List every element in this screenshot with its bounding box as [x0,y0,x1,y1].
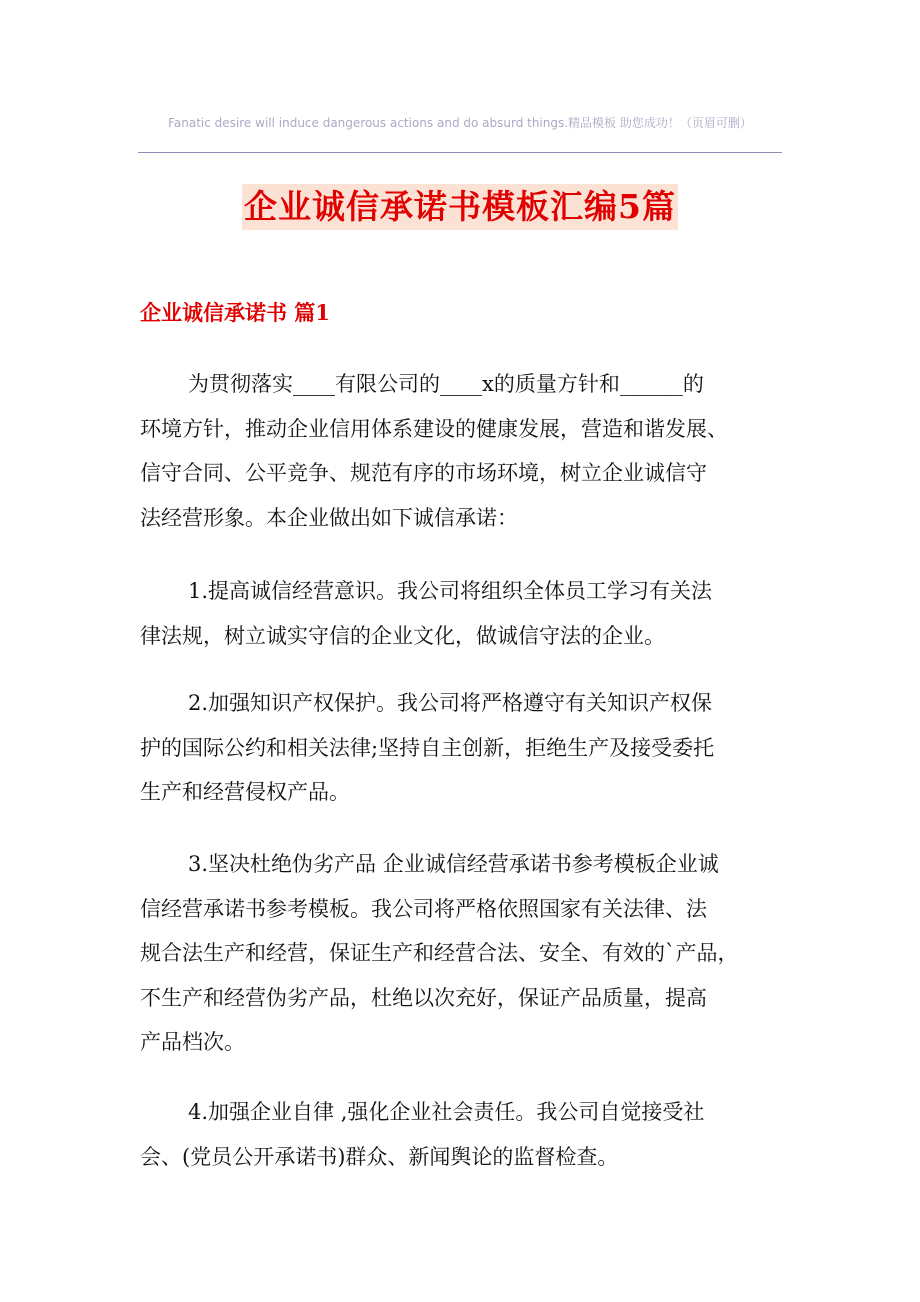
paragraph-line: 产品档次。 [140,1030,245,1054]
paragraph-line: 为贯彻落实____有限公司的____x的质量方针和______的 [188,372,704,396]
paragraph-item-4 [140,1090,800,1179]
paragraph-line: 生产和经营侵权产品。 [140,780,350,804]
paragraph-line: 2.加强知识产权保护。我公司将严格遵守有关知识产权保 [188,691,713,715]
paragraph-intro [140,362,800,540]
section-heading: 企业诚信承诺书 篇1 [140,300,330,325]
document-title: 企业诚信承诺书模板汇编5篇 [242,184,678,230]
paragraph-line: 护的国际公约和相关法律;坚持自主创新，拒绝生产及接受委托 [140,735,715,760]
document-title-container [0,184,920,230]
paragraph-line: 4.加强企业自律 ,强化企业社会责任。我公司自觉接受社 [188,1100,705,1124]
paragraph-line: 信守合同、公平竞争、规范有序的市场环境，树立企业诚信守 [140,461,707,485]
paragraph-line: 3.坚决杜绝伪劣产品 企业诚信经营承诺书参考模板企业诚 [188,852,719,876]
paragraph-line: 法经营形象。本企业做出如下诚信承诺： [140,505,518,530]
paragraph-item-2 [140,681,800,815]
paragraph-line: 律法规，树立诚实守信的企业文化，做诚信守法的企业。 [140,623,665,648]
paragraph-item-3 [140,842,800,1065]
paragraph-line: 不生产和经营伪劣产品，杜绝以次充好，保证产品质量，提高 [140,985,707,1010]
paragraph-line: 会、(党员公开承诺书)群众、新闻舆论的监督检查。 [140,1144,619,1169]
paragraph-line: 1.提高诚信经营意识。我公司将组织全体员工学习有关法 [188,579,713,603]
paragraph-item-1 [140,569,800,658]
header-divider [138,152,782,153]
paragraph-line: 环境方针，推动企业信用体系建设的健康发展，营造和谐发展、 [140,416,728,441]
paragraph-line: 信经营承诺书参考模板。我公司将严格依照国家有关法律、法 [140,896,707,921]
page-header-text: Fanatic desire will induce dangerous actions and do absurd things.精品模板 助您成功！（页眉可删） [168,116,752,130]
paragraph-line: 规合法生产和经营，保证生产和经营合法、安全、有效的`产品， [140,941,739,965]
